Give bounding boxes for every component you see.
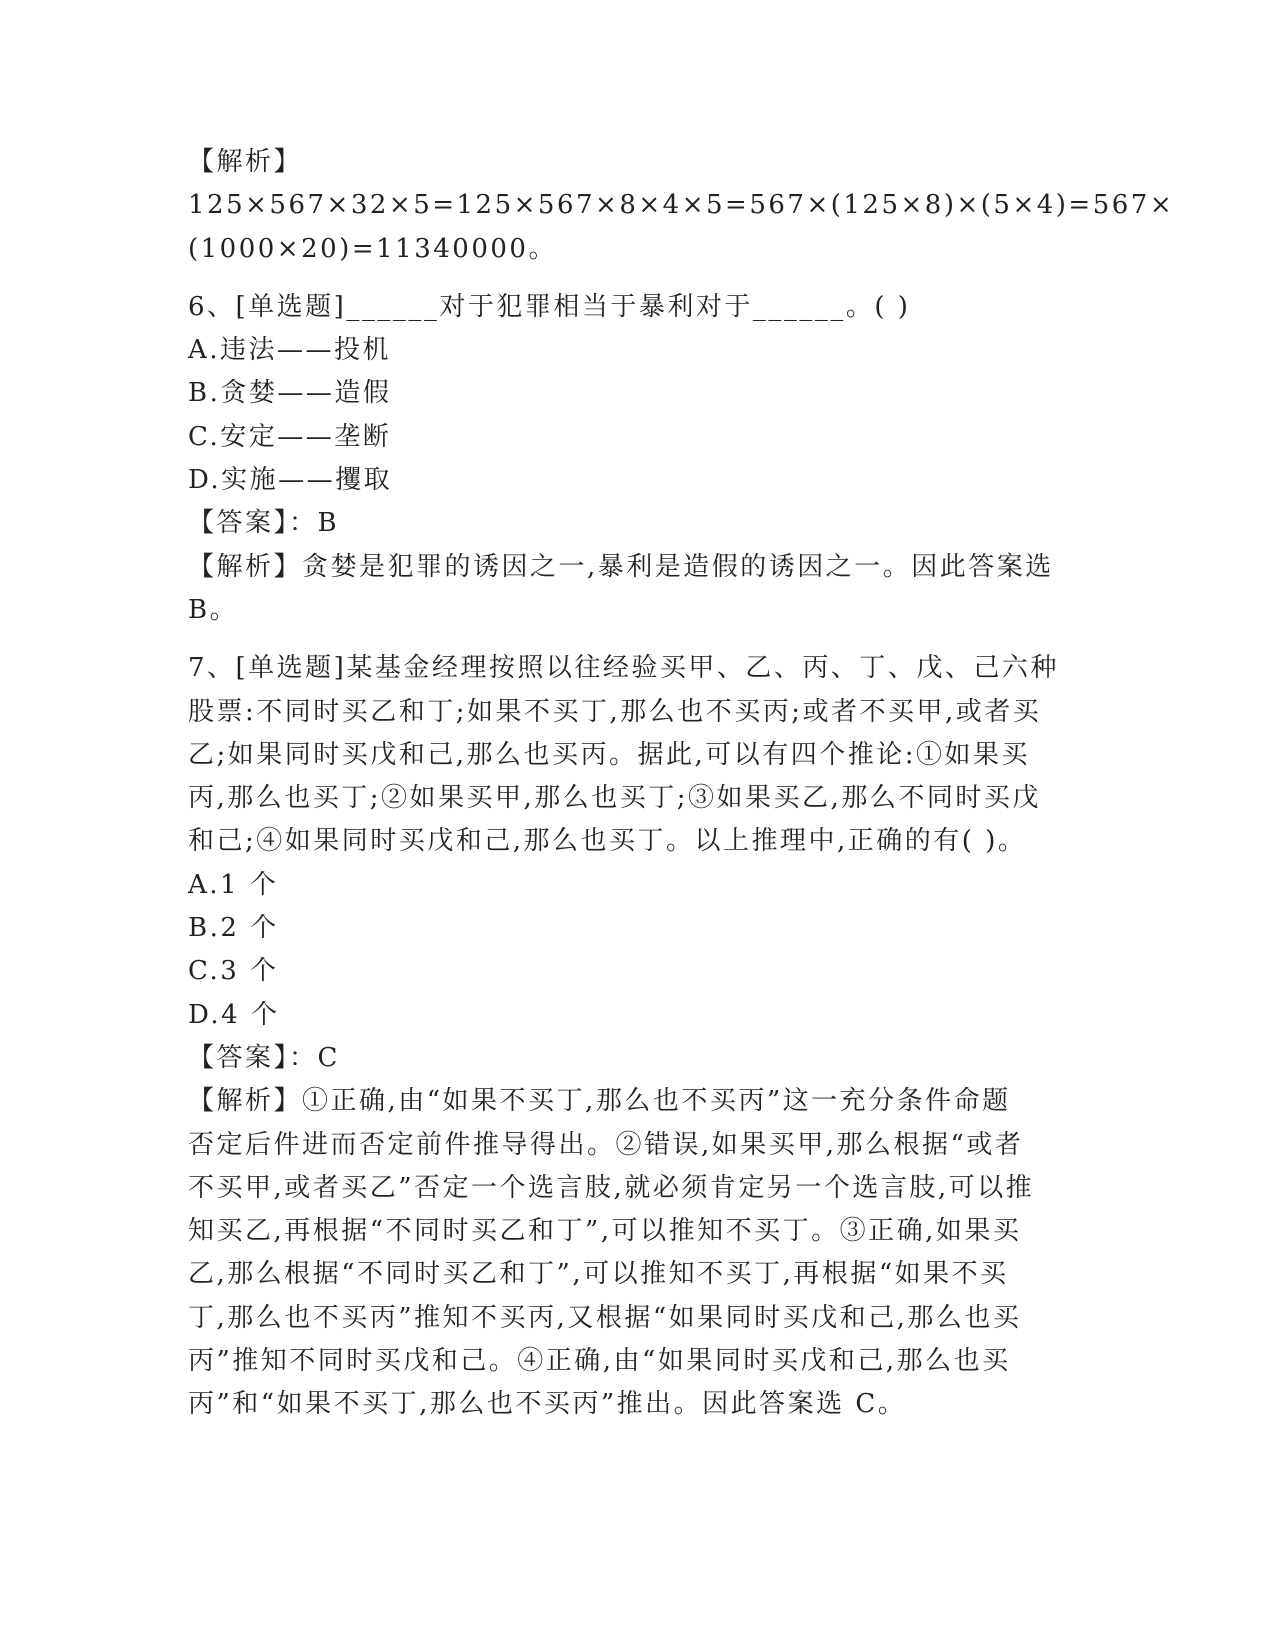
- analysis-line: 乙,那么根据“不同时买乙和丁”,可以推知不买丁,再根据“如果不买: [188, 1259, 1009, 1290]
- analysis-line: B。: [188, 594, 239, 625]
- question-7: [188, 647, 1083, 1426]
- analysis-line: (1000×20)=11340000。: [188, 233, 557, 264]
- q5-analysis: [188, 141, 1175, 271]
- option-d: D.4 个: [188, 999, 280, 1030]
- answer: 【答案】：C: [188, 1042, 340, 1073]
- question-stem-line: 7、[单选题]某基金经理按照以往经验买甲、乙、丙、丁、戊、己六种: [188, 653, 1059, 684]
- option-b: B.2 个: [188, 913, 279, 944]
- analysis-line: 否定后件进而否定前件推导得出。②错误,如果买甲,那么根据“或者: [188, 1129, 1024, 1160]
- analysis-label: 【解析】: [188, 147, 303, 177]
- option-c: C.安定——垄断: [188, 421, 392, 452]
- answer: 【答案】：B: [188, 508, 340, 539]
- option-d: D.实施——攫取: [188, 465, 393, 496]
- document-page: [188, 141, 1175, 1427]
- analysis-line: 125×567×32×5=125×567×8×4×5=567×(125×8)×(5×4)=567×: [188, 190, 1175, 221]
- analysis-line: 【解析】贪婪是犯罪的诱因之一,暴利是造假的诱因之一。因此答案选: [188, 551, 1054, 582]
- analysis-line: 丁,那么也不买丙”推知不买丙,又根据“如果同时买戊和己,那么也买: [188, 1302, 1022, 1333]
- question-stem: 6、[单选题]______对于犯罪相当于暴利对于______。( ): [188, 291, 911, 322]
- analysis-line: 不买甲,或者买乙”否定一个选言肢,就必须肯定另一个选言肢,可以推: [188, 1172, 1035, 1203]
- analysis-line: 丙”和“如果不买丁,那么也不买丙”推出。因此答案选 C。: [188, 1389, 907, 1420]
- question-stem-line: 乙;如果同时买戊和己,那么也买丙。据此,可以有四个推论:①如果买: [188, 739, 1031, 770]
- analysis-line: 丙”推知不同时买戊和己。④正确,由“如果同时买戊和己,那么也买: [188, 1346, 1011, 1377]
- option-a: A.违法——投机: [188, 335, 392, 366]
- question-6: [188, 286, 1083, 632]
- question-stem-line: 股票:不同时买乙和丁;如果不买丁,那么也不买丙;或者不买甲,或者买: [188, 696, 1042, 727]
- option-b: B.贪婪——造假: [188, 378, 392, 409]
- question-stem-line: 和己;④如果同时买戊和己,那么也买丁。以上推理中,正确的有( )。: [188, 826, 1027, 857]
- question-stem-line: 丙,那么也买丁;②如果买甲,那么也买丁;③如果买乙,那么不同时买戊: [188, 783, 1041, 814]
- option-c: C.3 个: [188, 956, 279, 987]
- analysis-line: 【解析】①正确,由“如果不买丁,那么也不买丙”这一充分条件命题: [188, 1086, 1011, 1117]
- analysis-line: 知买乙,再根据“不同时买乙和丁”,可以推知不买丁。③正确,如果买: [188, 1216, 1022, 1247]
- option-a: A.1 个: [188, 869, 279, 900]
